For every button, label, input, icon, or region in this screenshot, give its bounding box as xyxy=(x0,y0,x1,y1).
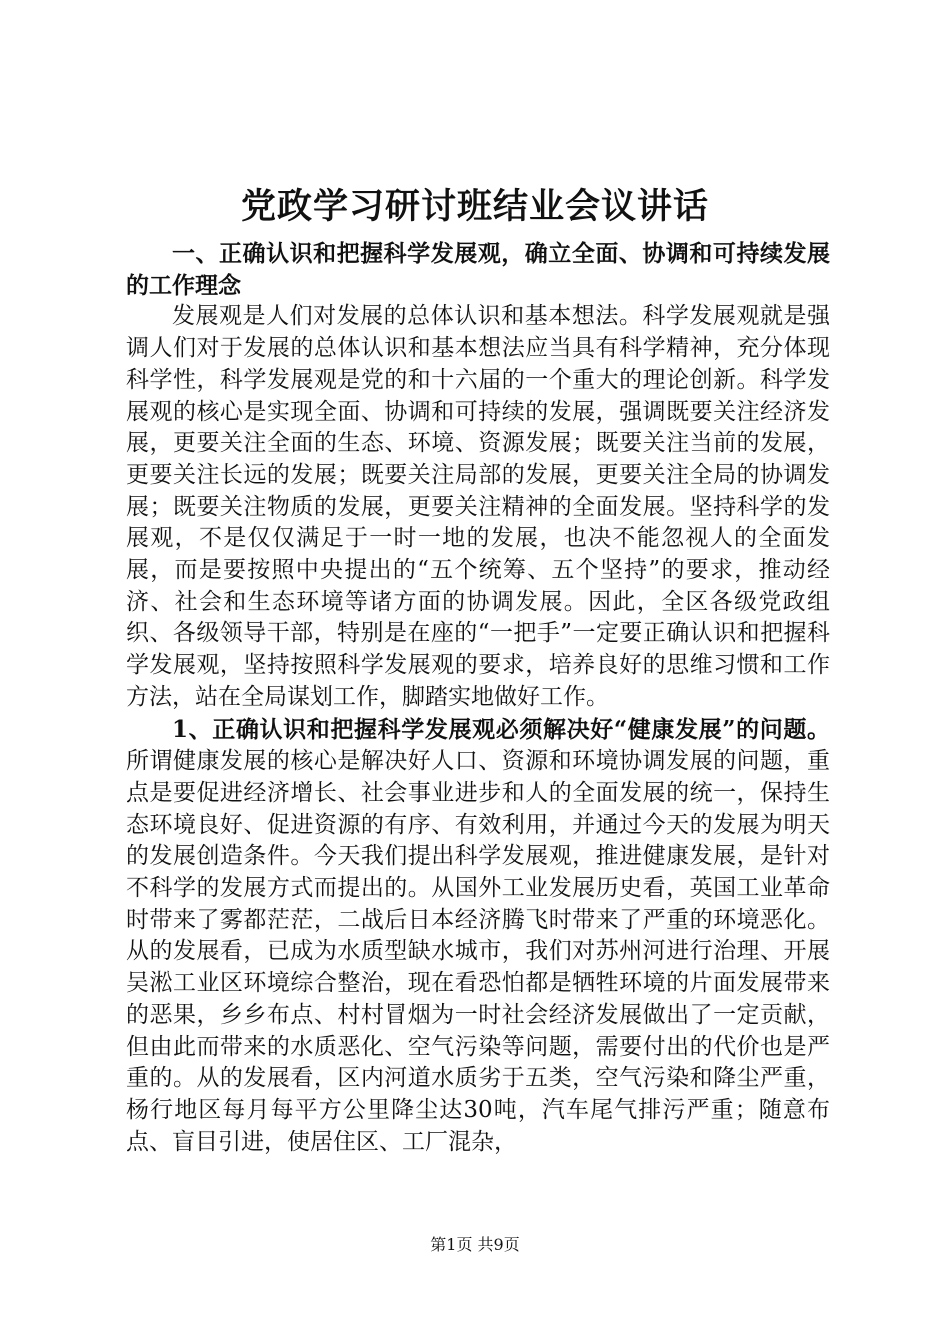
paragraph-2 xyxy=(126,714,830,1159)
document-title: 党政学习研讨班结业会议讲话 xyxy=(240,186,709,227)
paragraph-2-lead: 1、正确认识和把握科学发展观必须解决好“健康发展”的问题。 xyxy=(172,715,830,743)
page-footer: 第1页 共9页 xyxy=(430,1235,520,1254)
paragraph-2-text: 所谓健康发展的核心是解决好人口、资源和环境协调发展的问题，重点是要促进经济增长、社会事业进步和人的全面发展的统一，保持生态环境良好、促进资源的有序、有效利用，并通过今天的发展为明天的发展创造条件。今天我们提出科学发展观，推进健康发展，是针对不科学的发展方式而提出的。从国外工业发展历史看，英国工业革命时带来了雾都茫茫，二战后日本经济腾飞时带来了严重的环境恶化。从的发展看，已成为水质型缺水城市，我们对苏州河进行治理、开展吴淞工业区环境综合整治，现在看恐怕都是牺牲环境的片面发展带来的恶果，乡乡布点、村村冒烟为一时社会经济发展做出了一定贡献，但由此而带来的水质恶化、空气污染等问题，需要付出的代价也是严重的。从的发展看，区内河道水质劣于五类，空气污染和降尘严重，杨行地区每月每平方公里降尘达30吨，汽车尾气排污严重；随意布点、盲目引进，使居住区、工厂混杂， xyxy=(126,748,830,1155)
section-heading: 一、正确认识和把握科学发展观，确立全面、协调和可持续发展的工作理念 xyxy=(126,240,830,299)
document-body xyxy=(126,238,830,1158)
paragraph-1: 发展观是人们对发展的总体认识和基本想法。科学发展观就是强调人们对于发展的总体认识和基本想法应当具有科学精神，充分体现科学性，科学发展观是党的和十六届的一个重大的理论创新。科学发展观的核心是实现全面、协调和可持续的发展，强调既要关注经济发展，更要关注全面的生态、环境、资源发展；既要关注当前的发展，更要关注长远的发展；既要关注局部的发展，更要关注全局的协调发展；既要关注物质的发展，更要关注精神的全面发展。坚持科学的发展观，不是仅仅满足于一时一地的发展，也决不能忽视人的全面发展，而是要按照中央提出的“五个统筹、五个坚持”的要求，推动经济、社会和生态环境等诸方面的协调发展。因此，全区各级党政组织、各级领导干部，特别是在座的“一把手”一定要正确认识和把握科学发展观，坚持按照科学发展观的要求，培养良好的思维习惯和工作方法，站在全局谋划工作，脚踏实地做好工作。 xyxy=(126,303,830,710)
